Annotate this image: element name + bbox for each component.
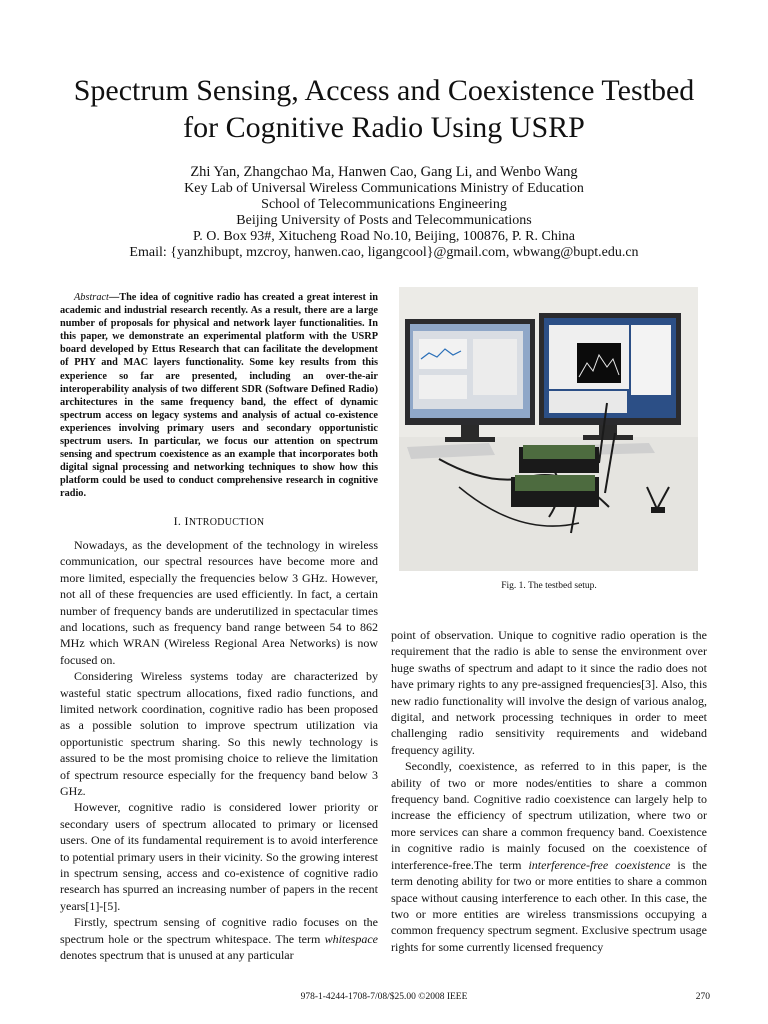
- text-run: Secondly, coexistence, as referred to in this paper, is the ability of two or more nodes/entities to share a common frequency band. Cognitive radio coexistence can largely help to increase the efficiency of spectrum utilization, where two or more services can share a common frequency band. Coexistence in cognitive radio is mainly focused on the coexistence of interference-free.The term: [391, 759, 707, 872]
- section-number: I.: [173, 513, 182, 528]
- email-line: Email: {yanzhibupt, mzcroy, hanwen.cao, ligangcool}@gmail.com, wbwang@bupt.edu.cn: [129, 245, 639, 260]
- abstract: [60, 291, 378, 501]
- text-run: is the term denoting ability for two or more entities to share a common space without causing interference to each other. In this case, the two or more entities are wireless transmissions occupying a common frequency spectrum segment. Exclusive spectrum usage rights for some currently licensed frequency: [391, 857, 708, 954]
- title-line-2: for Cognitive Radio Using USRP: [183, 111, 585, 144]
- body-paragraph: [391, 758, 707, 955]
- testbed-photo-illustration: [399, 287, 698, 571]
- affiliation-line: Key Lab of Universal Wireless Communications Ministry of Education: [184, 181, 584, 196]
- section-heading: [60, 513, 378, 531]
- emphasis-term: whitespace: [324, 931, 378, 946]
- testbed-photo: [399, 287, 698, 571]
- affiliation-line: Beijing University of Posts and Telecommunications: [236, 213, 532, 228]
- title-line-1: Spectrum Sensing, Access and Coexistence Testbed: [73, 74, 695, 107]
- page-number: 270: [695, 992, 710, 1002]
- abstract-lead: Abstract: [74, 292, 109, 303]
- copyright-notice: 978-1-4244-1708-7/08/$25.00 ©2008 IEEE: [300, 992, 468, 1002]
- emphasis-term: interference-free coexistence: [528, 857, 671, 872]
- body-paragraph: point of observation. Unique to cognitive radio operation is the requirement that the radio is able to sense the environment over huge swaths of spectrum and adapt to it since the radio does not have primary rights to any pre-assigned frequencies[3]. Also, this new radio functionality will involve the design of various analog, digital, and network processing techniques in order to meet challenging radio sensitivity requirements and wideband frequency agility.: [391, 628, 707, 757]
- figure-caption: Fig. 1. The testbed setup.: [501, 581, 597, 591]
- affiliation-line: P. O. Box 93#, Xitucheng Road No.10, Beijing, 100876, P. R. China: [193, 229, 575, 244]
- text-run: Firstly, spectrum sensing of cognitive radio focuses on the spectrum hole or the spectrum whitespace. The term: [60, 915, 378, 946]
- abstract-text: —The idea of cognitive radio has created a great interest in academic and industrial research recently. As a result, there are a large number of proposals for physical and network layer functionalities. In this paper, we demonstrate an experimental platform with the USRP board developed by Ettus Research that can facilitate the development of PHY and MAC layers functionality. Some key results from this experience so far are presented, including an over-the-air interoperability analysis of two different SDR (Software Defined Radio) architectures in the same frequency band, the effect of dynamic spectrum access on legacy systems and analysis of actual co-existence experiences involving primary users and secondary opportunistic spectrum users. In particular, we focus our attention on spectrum sensing and spectrum coexistence as an example that incorporates both digital signal processing and networking techniques to show how this platform could be used to conduct comprehensive research in cognitive radio.: [60, 292, 378, 500]
- body-paragraph: Nowadays, as the development of the technology in wireless communication, our spectral resources have become more and more limited, especially the frequencies below 3 GHz. However, not all of these frequencies are used efficiently. In fact, a certain number of frequency bands are underutilized in spectacular times and locations, such as frequency band range between 54 to 862 MHz which WRAN (Wireless Regional Area Networks) is now focused on.: [60, 537, 378, 667]
- text-run: denotes spectrum that is unused at any particular: [60, 948, 294, 963]
- author-block: [40, 164, 728, 261]
- left-column: [60, 291, 378, 963]
- body-paragraph: Considering Wireless systems today are characterized by wasteful static spectrum allocations, fixed radio functions, and limited network coordination, cognitive radio has been proposed as a possible solution to improve spectrum utilization via opportunistic spectrum sharing. So this newly technology is assured to be the most promising choice to relieve the limitation of spectrum resource especially for the frequency band below 3 GHz.: [60, 669, 378, 798]
- body-paragraph: [60, 914, 378, 963]
- body-paragraph: However, cognitive radio is considered lower priority or secondary users of spectrum allocated to primary or licensed users. One of its fundamental requirement is to avoid interference to potential primary users in their vicinity. So the growing interest in spectrum sensing, access and co-existence of cognitive radio research has spurred an increasing number of papers in the recent years[1]-[5].: [60, 800, 378, 913]
- section-title-initial: I: [184, 513, 189, 528]
- affiliation-line: School of Telecommunications Engineering: [261, 197, 507, 212]
- paper-title: [40, 72, 728, 146]
- author-names: Zhi Yan, Zhangchao Ma, Hanwen Cao, Gang Li, and Wenbo Wang: [190, 164, 578, 180]
- right-column: [391, 627, 707, 955]
- section-title-rest: NTRODUCTION: [188, 516, 265, 528]
